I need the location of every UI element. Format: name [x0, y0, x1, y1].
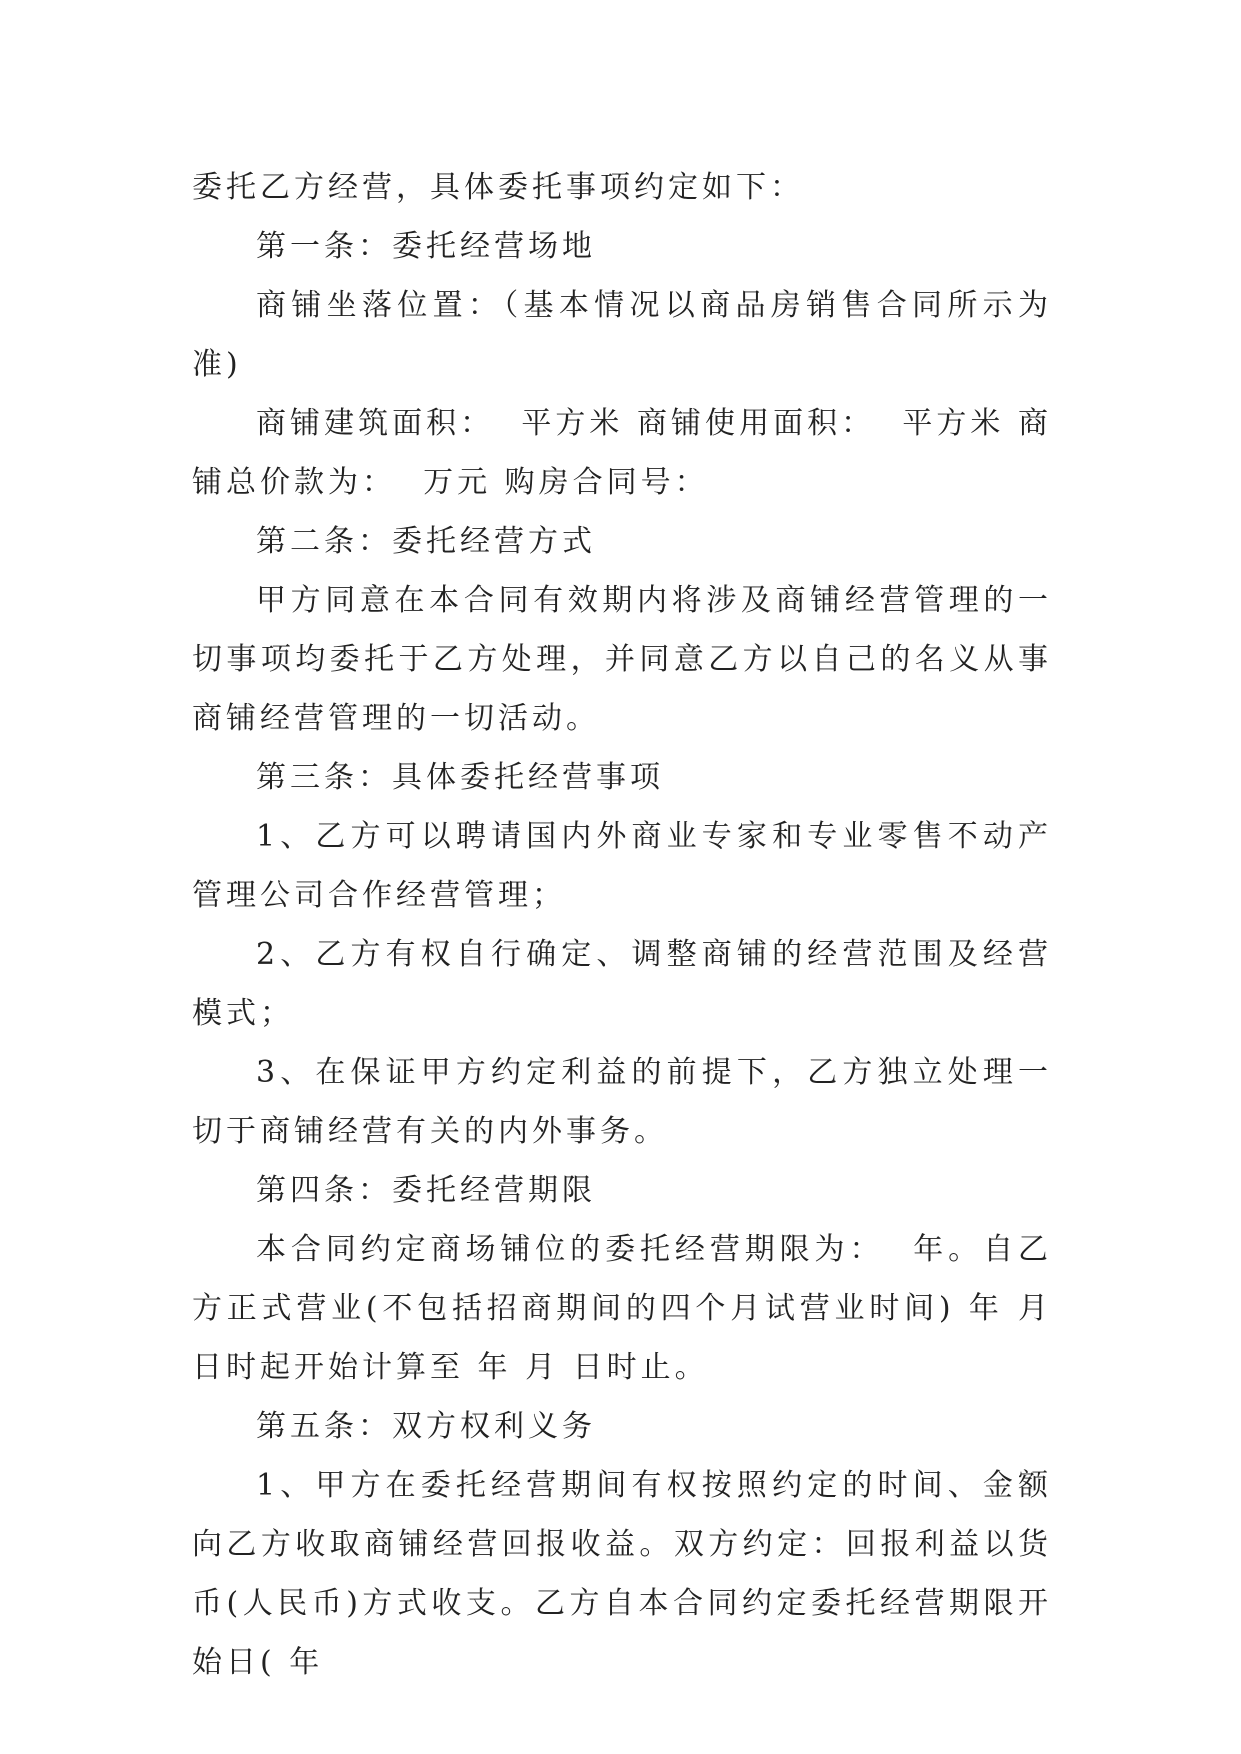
- shop-area-price: 商铺建筑面积： 平方米 商铺使用面积： 平方米 商铺总价款为： 万元 购房合同号：: [192, 406, 1052, 500]
- article-3-item-1: 1、乙方可以聘请国内外商业专家和专业零售不动产管理公司合作经营管理；: [192, 819, 1052, 913]
- article-2-heading: 第二条：委托经营方式: [256, 524, 596, 559]
- article-5-item-1: 1、甲方在委托经营期间有权按照约定的时间、金额向乙方收取商铺经营回报收益。双方约定：回报利益以货币(人民币)方式收支。乙方自本合同约定委托经营期限开始日( 年: [192, 1468, 1052, 1680]
- article-4-heading: 第四条：委托经营期限: [256, 1173, 596, 1208]
- document-body: [192, 158, 1066, 1692]
- article-5-heading: 第五条：双方权利义务: [256, 1409, 596, 1444]
- paragraph-intro: 委托乙方经营，具体委托事项约定如下：: [192, 170, 804, 205]
- article-1-heading: 第一条：委托经营场地: [256, 229, 596, 264]
- article-4-body: 本合同约定商场铺位的委托经营期限为： 年。自乙方正式营业(不包括招商期间的四个月试营业时间) 年 月 日时起开始计算至 年 月 日时止。: [192, 1232, 1066, 1385]
- article-2-body: 甲方同意在本合同有效期内将涉及商铺经营管理的一切事项均委托于乙方处理，并同意乙方以自己的名义从事商铺经营管理的一切活动。: [192, 583, 1052, 736]
- article-3-heading: 第三条：具体委托经营事项: [256, 760, 664, 795]
- article-3-item-2: 2、乙方有权自行确定、调整商铺的经营范围及经营模式；: [192, 937, 1052, 1031]
- article-3-item-3: 3、在保证甲方约定利益的前提下，乙方独立处理一切于商铺经营有关的内外事务。: [192, 1055, 1052, 1149]
- shop-location: 商铺坐落位置：（基本情况以商品房销售合同所示为准): [192, 288, 1052, 382]
